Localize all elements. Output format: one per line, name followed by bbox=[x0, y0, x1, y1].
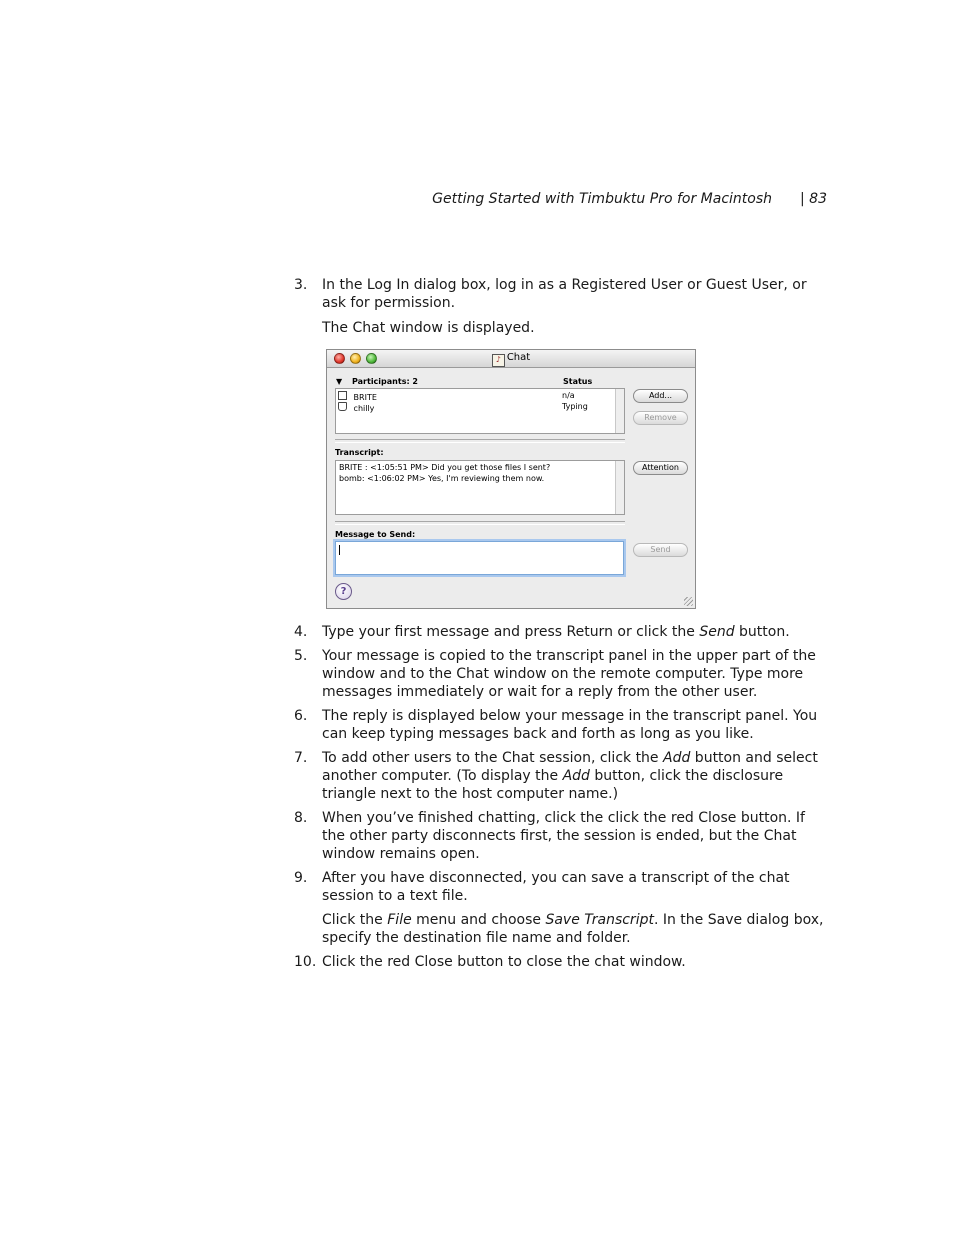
running-header bbox=[432, 191, 830, 211]
participant-name: chilly bbox=[353, 404, 375, 413]
message-label: Message to Send: bbox=[335, 530, 416, 539]
transcript-line: bomb: <1:06:02 PM> Yes, I'm reviewing them now. bbox=[339, 474, 545, 483]
resize-grip-icon[interactable] bbox=[684, 597, 693, 606]
participant-status: Typing bbox=[562, 402, 588, 411]
step-number: 7. bbox=[294, 750, 308, 766]
step-number: 8. bbox=[294, 810, 308, 826]
attention-button[interactable]: Attention bbox=[633, 461, 688, 475]
send-button[interactable]: Send bbox=[633, 543, 688, 557]
participants-list[interactable] bbox=[335, 388, 625, 434]
text-caret bbox=[339, 545, 340, 555]
transcript-label: Transcript: bbox=[335, 448, 384, 457]
step-number: 5. bbox=[294, 648, 308, 664]
timbuktu-app-icon: ♪ bbox=[492, 354, 505, 367]
step-text: To add other users to the Chat session, click the Add button and select another computer. (To display the Add button, click the disclosure triangle next to the host computer name.) bbox=[322, 750, 818, 802]
disclosure-triangle-icon[interactable]: ▼ bbox=[336, 377, 343, 386]
add-button[interactable]: Add... bbox=[633, 389, 688, 403]
title-bar bbox=[327, 350, 695, 368]
participant-name: BRITE bbox=[353, 393, 377, 402]
help-button[interactable]: ? bbox=[335, 583, 352, 600]
step-number: 3. bbox=[294, 277, 308, 293]
step-note: Click the File menu and choose Save Transcript. In the Save dialog box, specify the destination file name and folder. bbox=[322, 912, 824, 946]
list-item[interactable] bbox=[338, 402, 374, 413]
window-title: Chat bbox=[506, 352, 531, 363]
ui-term: Add bbox=[663, 750, 691, 766]
step-text: When you’ve finished chatting, click the click the red Close button. If the other party disconnects first, the session is ended, but the Chat window remains open. bbox=[322, 810, 805, 862]
step-text: Your message is copied to the transcript panel in the upper part of the window and to the Chat window on the remote computer. Type more messages immediately or wait for a reply from the other user. bbox=[322, 648, 816, 700]
step-text: The reply is displayed below your message in the transcript panel. You can keep typing messages back and forth as long as you like. bbox=[322, 708, 818, 742]
trash-icon bbox=[338, 402, 347, 411]
ui-term: Send bbox=[699, 624, 735, 640]
step-text: Type your first message and press Return or click the Send button. bbox=[322, 624, 790, 640]
message-input[interactable] bbox=[335, 541, 624, 575]
remove-button[interactable]: Remove bbox=[633, 411, 688, 425]
computer-icon bbox=[338, 391, 347, 400]
ui-term: Save Transcript bbox=[545, 912, 654, 928]
scrollbar[interactable] bbox=[615, 461, 624, 514]
step-number: 6. bbox=[294, 708, 308, 724]
header-title: Getting Started with Timbuktu Pro for Macintosh bbox=[432, 191, 772, 207]
step-text: Click the red Close button to close the chat window. bbox=[322, 954, 686, 970]
status-column-header: Status bbox=[563, 377, 593, 386]
participants-label: Participants: 2 bbox=[352, 377, 418, 386]
chat-window bbox=[326, 349, 696, 609]
step-number: 4. bbox=[294, 624, 308, 640]
participant-status: n/a bbox=[562, 391, 575, 400]
transcript-panel[interactable] bbox=[335, 460, 625, 515]
step-number: 10. bbox=[294, 954, 317, 970]
step-text: After you have disconnected, you can save a transcript of the chat session to a text file. bbox=[322, 870, 790, 904]
ui-term: Add bbox=[562, 768, 590, 784]
divider bbox=[335, 521, 625, 525]
ui-term: File bbox=[387, 912, 412, 928]
page-number: | 83 bbox=[800, 191, 827, 207]
step-text: In the Log In dialog box, log in as a Registered User or Guest User, or ask for permission. bbox=[322, 277, 807, 311]
step-note: The Chat window is displayed. bbox=[322, 320, 535, 336]
list-item[interactable] bbox=[338, 391, 377, 402]
transcript-line: BRITE : <1:05:51 PM> Did you get those files I sent? bbox=[339, 463, 551, 472]
divider bbox=[335, 439, 625, 443]
scrollbar[interactable] bbox=[615, 389, 624, 433]
step-number: 9. bbox=[294, 870, 308, 886]
